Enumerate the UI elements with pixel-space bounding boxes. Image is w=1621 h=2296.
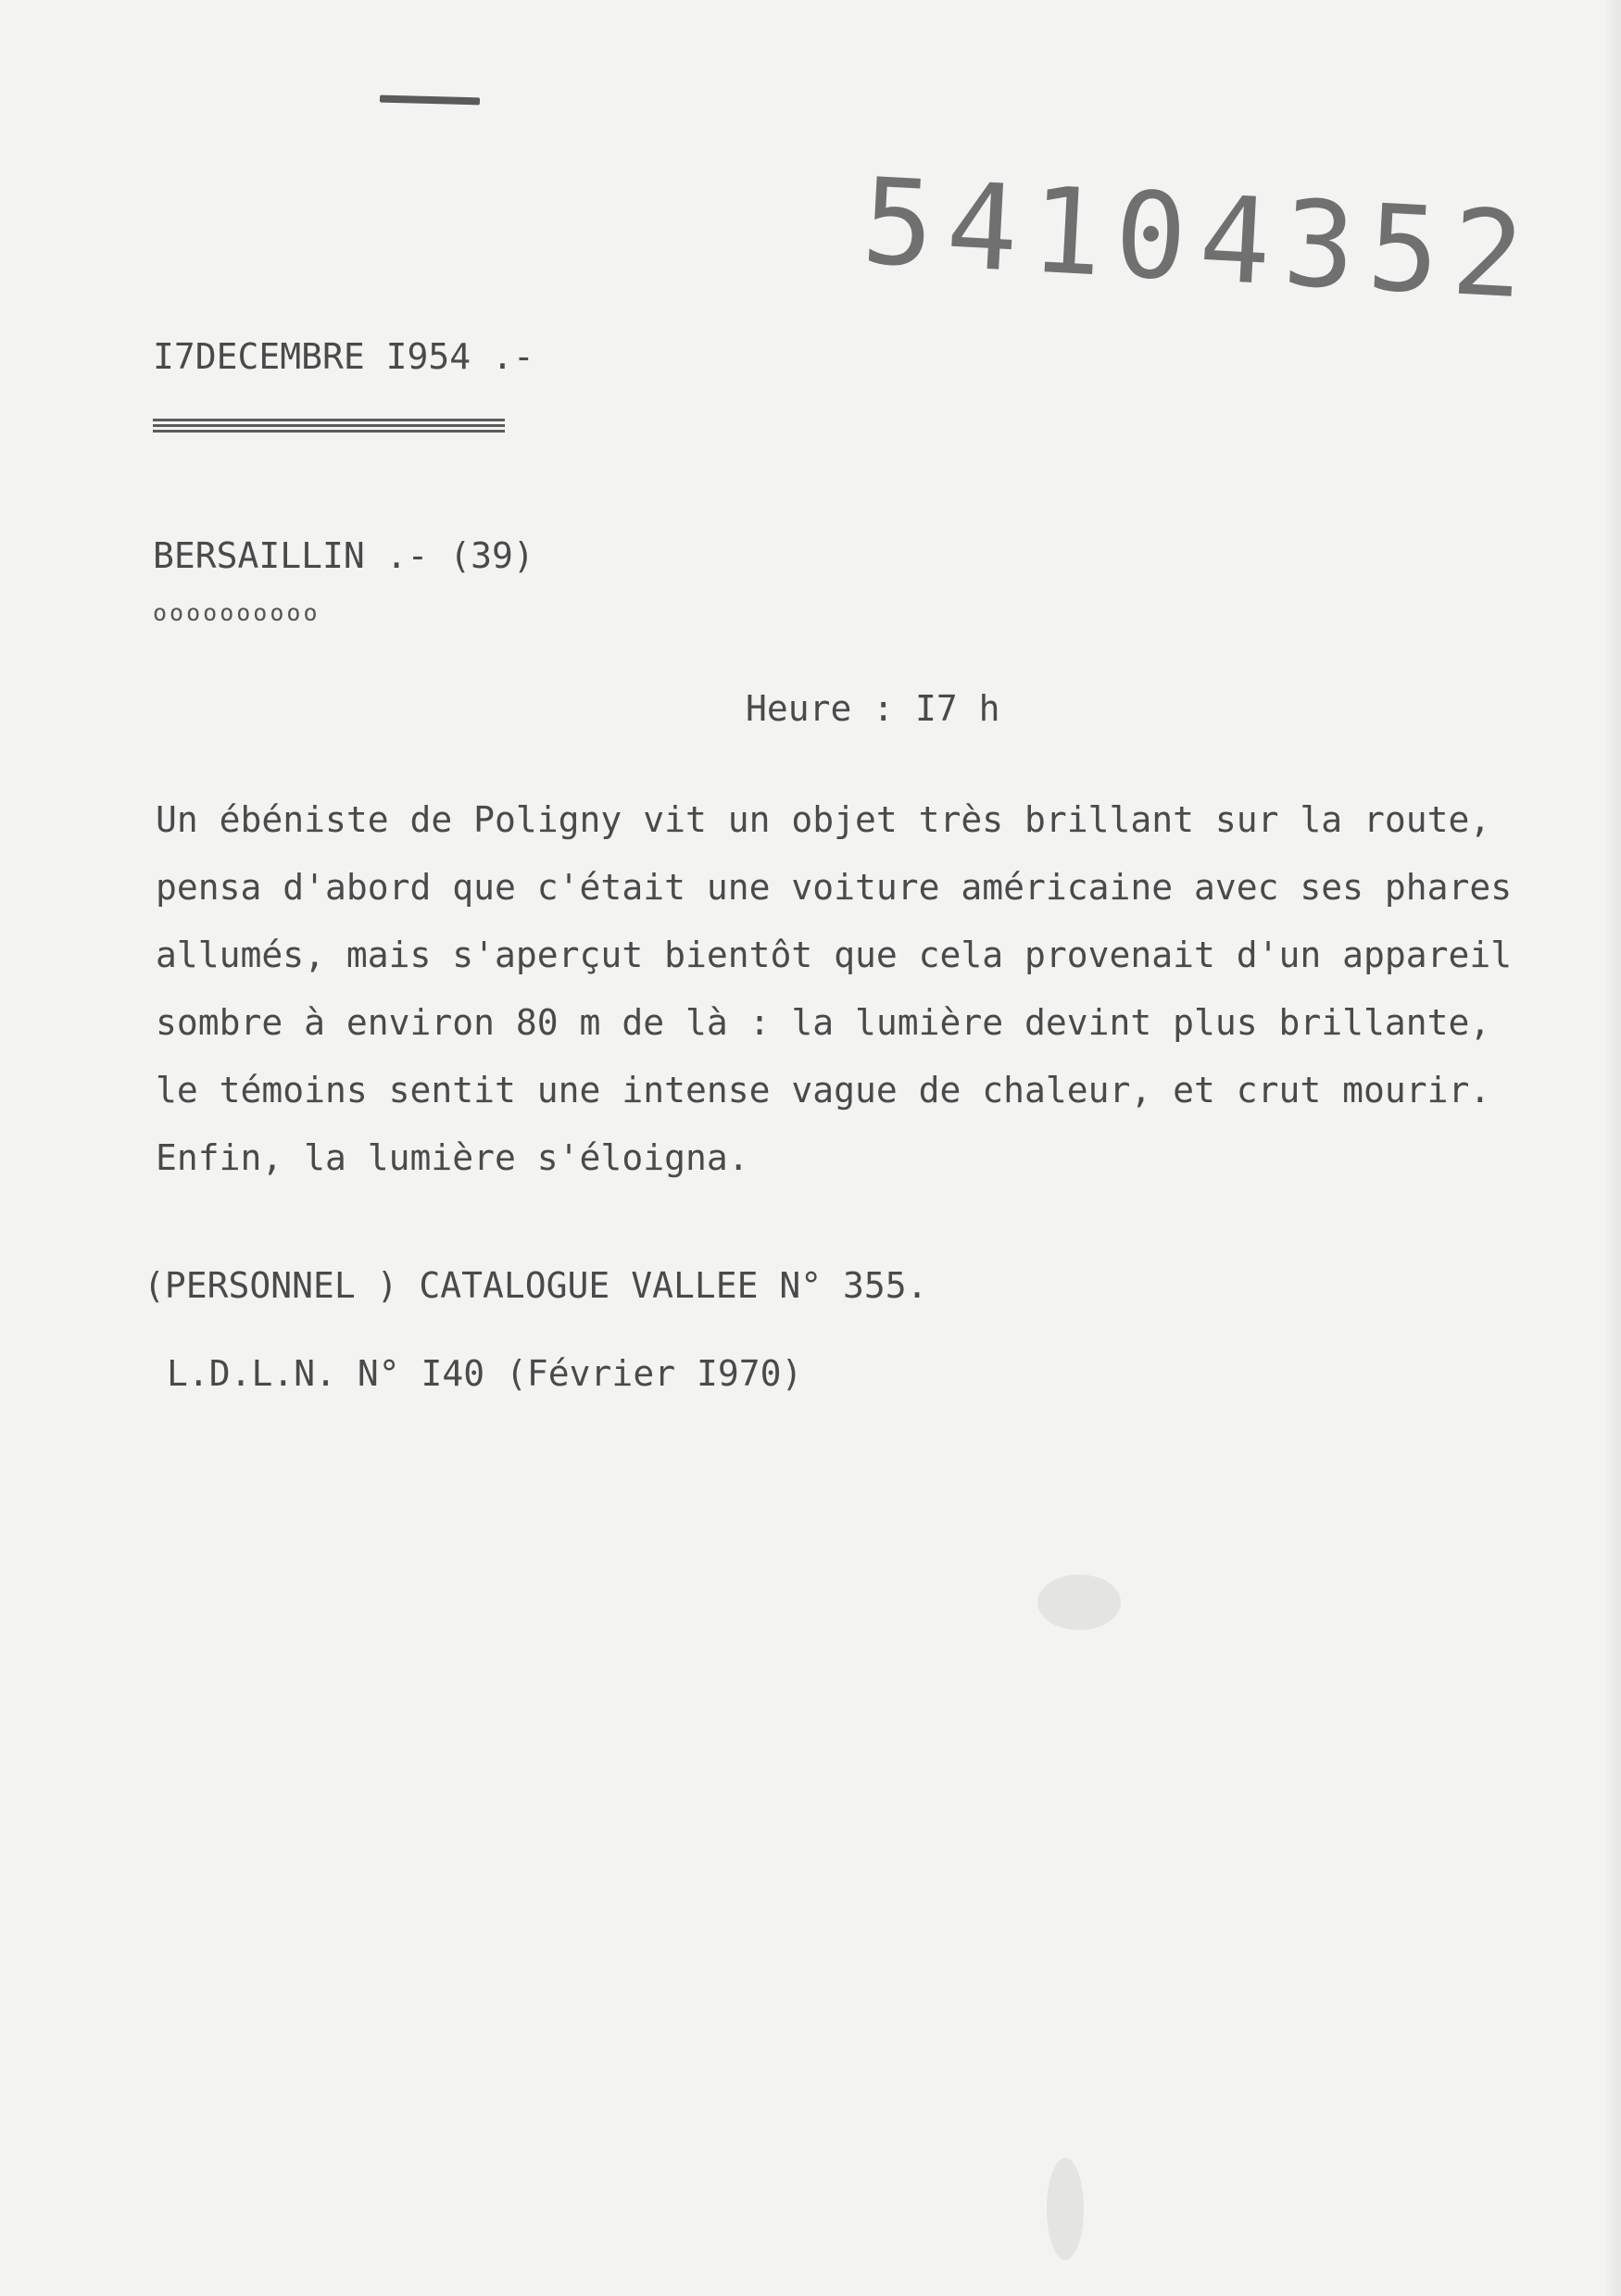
date-underline xyxy=(153,430,505,433)
body-line: Un ébéniste de Poligny vit un objet très brillant sur la route, xyxy=(156,799,1491,840)
paper-smudge xyxy=(1037,1575,1121,1630)
catalogue-reference: (PERSONNEL ) CATALOGUE VALLEE N° 355. xyxy=(144,1265,928,1306)
body-line: le témoins sentit une intense vague de chaleur, et crut mourir. xyxy=(156,1070,1491,1110)
report-date: I7DECEMBRE I954 .- xyxy=(153,336,534,377)
report-location: BERSAILLIN .- (39) xyxy=(153,535,534,576)
archive-stamp-number: 54104352 xyxy=(859,153,1540,326)
pen-dash-mark xyxy=(380,95,480,106)
body-line: allumés, mais s'aperçut bientôt que cela provenait d'un appareil xyxy=(156,935,1513,975)
location-underline: oooooooooo xyxy=(153,599,320,626)
ldln-reference: L.D.L.N. N° I40 (Février I970) xyxy=(167,1353,803,1394)
date-underline xyxy=(153,419,505,421)
paper-smudge xyxy=(1047,2158,1084,2260)
body-line: sombre à environ 80 m de là : la lumière devint plus brillante, xyxy=(156,1002,1491,1043)
scan-edge xyxy=(1604,0,1621,2296)
body-line: pensa d'abord que c'était une voiture américaine avec ses phares xyxy=(156,867,1513,908)
body-line: Enfin, la lumière s'éloigna. xyxy=(156,1137,749,1178)
report-hour: Heure : I7 h xyxy=(746,688,1000,729)
date-underline xyxy=(153,424,505,427)
